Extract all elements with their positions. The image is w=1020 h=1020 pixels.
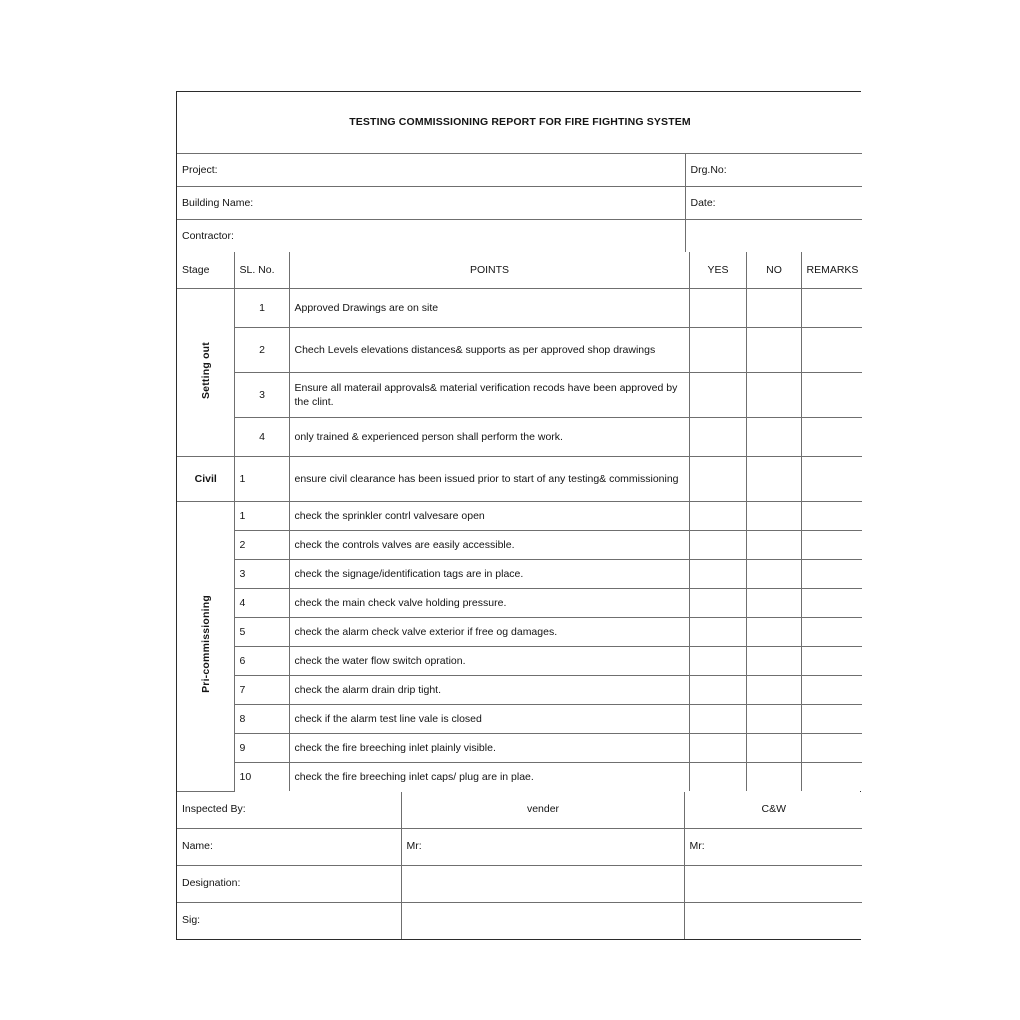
stage-label-wrap (182, 342, 230, 403)
header-stage: Stage (177, 252, 234, 289)
designation-row (177, 865, 862, 902)
row-no-cell[interactable] (746, 763, 801, 792)
table-row (177, 328, 862, 373)
row-yes-cell[interactable] (689, 373, 746, 418)
row-yes-cell[interactable] (689, 763, 746, 792)
contractor-label: Contractor: (182, 229, 234, 242)
cw-label: C&W (684, 792, 862, 829)
page-title: TESTING COMMISSIONING REPORT FOR FIRE FIGHTING SYSTEM (177, 92, 862, 154)
table-row (177, 457, 862, 502)
row-yes-cell[interactable] (689, 705, 746, 734)
row-no-cell[interactable] (746, 560, 801, 589)
row-yes-cell[interactable] (689, 589, 746, 618)
table-row (177, 589, 862, 618)
row-yes-cell[interactable] (689, 676, 746, 705)
table-row (177, 763, 862, 792)
row-point-text: Approved Drawings are on site (289, 289, 689, 328)
row-remarks-cell[interactable] (801, 502, 862, 531)
row-point-text: check the main check valve holding pressure. (289, 589, 689, 618)
name-cw-field[interactable]: Mr: (684, 828, 862, 865)
inspected-by-row (177, 792, 862, 829)
row-remarks-cell[interactable] (801, 531, 862, 560)
row-no-cell[interactable] (746, 734, 801, 763)
row-point-text: check the fire breeching inlet caps/ plug are in plae. (289, 763, 689, 792)
sig-cw-field[interactable] (684, 902, 862, 939)
vender-label: vender (401, 792, 684, 829)
row-remarks-cell[interactable] (801, 734, 862, 763)
header-sl-no: SL. No. (234, 252, 289, 289)
table-row (177, 502, 862, 531)
table-row (177, 373, 862, 418)
designation-cw-field[interactable] (684, 865, 862, 902)
row-point-text: check if the alarm test line vale is closed (289, 705, 689, 734)
sig-row (177, 902, 862, 939)
signoff-table (177, 792, 862, 939)
stage-cell-civil (177, 457, 234, 502)
row-sl-no: 2 (234, 531, 289, 560)
row-yes-cell[interactable] (689, 734, 746, 763)
table-row (177, 531, 862, 560)
row-sl-no: 1 (234, 289, 289, 328)
date-field[interactable] (685, 187, 862, 220)
row-sl-no: 3 (234, 560, 289, 589)
row-sl-no: 1 (234, 457, 289, 502)
table-row (177, 734, 862, 763)
row-no-cell[interactable] (746, 373, 801, 418)
row-sl-no: 9 (234, 734, 289, 763)
header-remarks: REMARKS (801, 252, 862, 289)
project-row (177, 154, 862, 187)
row-no-cell[interactable] (746, 618, 801, 647)
table-row (177, 289, 862, 328)
row-yes-cell[interactable] (689, 647, 746, 676)
sig-label: Sig: (177, 902, 401, 939)
contractor-row (177, 220, 862, 253)
table-row (177, 676, 862, 705)
row-point-text: check the alarm drain drip tight. (289, 676, 689, 705)
row-yes-cell[interactable] (689, 457, 746, 502)
designation-label: Designation: (177, 865, 401, 902)
row-sl-no: 7 (234, 676, 289, 705)
stage-cell-setting-out (177, 289, 234, 457)
row-point-text: only trained & experienced person shall perform the work. (289, 418, 689, 457)
table-row (177, 647, 862, 676)
row-remarks-cell[interactable] (801, 418, 862, 457)
building-name-field[interactable] (177, 187, 685, 220)
row-no-cell[interactable] (746, 589, 801, 618)
inspected-by-label: Inspected By: (177, 792, 401, 829)
header-points: POINTS (289, 252, 689, 289)
stage-cell-pri-commissioning (177, 502, 234, 792)
row-yes-cell[interactable] (689, 289, 746, 328)
row-yes-cell[interactable] (689, 418, 746, 457)
row-sl-no: 2 (234, 328, 289, 373)
row-no-cell[interactable] (746, 328, 801, 373)
project-label: Project: (182, 163, 218, 176)
row-point-text: check the controls valves are easily accessible. (289, 531, 689, 560)
row-sl-no: 8 (234, 705, 289, 734)
header-yes: YES (689, 252, 746, 289)
row-sl-no: 1 (234, 502, 289, 531)
contractor-right-field[interactable] (685, 220, 862, 253)
stage-label: Pri-commissioning (199, 595, 212, 694)
row-sl-no: 5 (234, 618, 289, 647)
checklist-header-row (177, 252, 862, 289)
row-sl-no: 4 (234, 418, 289, 457)
row-point-text: check the signage/identification tags are in place. (289, 560, 689, 589)
building-name-label: Building Name: (182, 196, 254, 209)
row-sl-no: 10 (234, 763, 289, 792)
row-point-text: Ensure all materail approvals& material verification recods have been approved by the clint. (289, 373, 689, 418)
table-row (177, 705, 862, 734)
sig-vender-field[interactable] (401, 902, 684, 939)
row-no-cell[interactable] (746, 457, 801, 502)
row-point-text: check the water flow switch opration. (289, 647, 689, 676)
row-no-cell[interactable] (746, 418, 801, 457)
row-remarks-cell[interactable] (801, 373, 862, 418)
row-no-cell[interactable] (746, 705, 801, 734)
row-sl-no: 6 (234, 647, 289, 676)
row-remarks-cell[interactable] (801, 618, 862, 647)
row-point-text: check the fire breeching inlet plainly visible. (289, 734, 689, 763)
row-remarks-cell[interactable] (801, 560, 862, 589)
row-yes-cell[interactable] (689, 618, 746, 647)
row-remarks-cell[interactable] (801, 328, 862, 373)
row-no-cell[interactable] (746, 289, 801, 328)
row-point-text: check the alarm check valve exterior if free og damages. (289, 618, 689, 647)
date-label: Date: (690, 196, 716, 209)
name-row (177, 828, 862, 865)
row-no-cell[interactable] (746, 502, 801, 531)
building-name-row (177, 187, 862, 220)
row-yes-cell[interactable] (689, 531, 746, 560)
stage-label-wrap (182, 595, 230, 697)
row-remarks-cell[interactable] (801, 763, 862, 792)
row-no-cell[interactable] (746, 676, 801, 705)
title-row (177, 92, 862, 154)
table-row (177, 618, 862, 647)
row-yes-cell[interactable] (689, 328, 746, 373)
row-yes-cell[interactable] (689, 560, 746, 589)
row-yes-cell[interactable] (689, 502, 746, 531)
row-remarks-cell[interactable] (801, 647, 862, 676)
drg-no-label: Drg.No: (690, 163, 727, 176)
table-row (177, 418, 862, 457)
row-point-text: Chech Levels elevations distances& supports as per approved shop drawings (289, 328, 689, 373)
designation-vender-field[interactable] (401, 865, 684, 902)
row-no-cell[interactable] (746, 647, 801, 676)
row-no-cell[interactable] (746, 531, 801, 560)
stage-label: Civil (194, 472, 217, 485)
drg-no-field[interactable] (685, 154, 862, 187)
table-row (177, 560, 862, 589)
row-sl-no: 3 (234, 373, 289, 418)
row-remarks-cell[interactable] (801, 589, 862, 618)
stage-label: Setting out (199, 341, 212, 399)
form-header-table (177, 92, 862, 252)
row-remarks-cell[interactable] (801, 676, 862, 705)
row-sl-no: 4 (234, 589, 289, 618)
row-remarks-cell[interactable] (801, 457, 862, 502)
name-vender-field[interactable]: Mr: (401, 828, 684, 865)
checklist-table (177, 252, 862, 792)
row-point-text: check the sprinkler contrl valvesare open (289, 502, 689, 531)
project-field[interactable] (177, 154, 685, 187)
name-label: Name: (177, 828, 401, 865)
row-point-text: ensure civil clearance has been issued prior to start of any testing& commissioning (289, 457, 689, 502)
header-no: NO (746, 252, 801, 289)
row-remarks-cell[interactable] (801, 289, 862, 328)
fire-fighting-commissioning-form (176, 91, 861, 940)
contractor-field[interactable] (177, 220, 685, 253)
row-remarks-cell[interactable] (801, 705, 862, 734)
